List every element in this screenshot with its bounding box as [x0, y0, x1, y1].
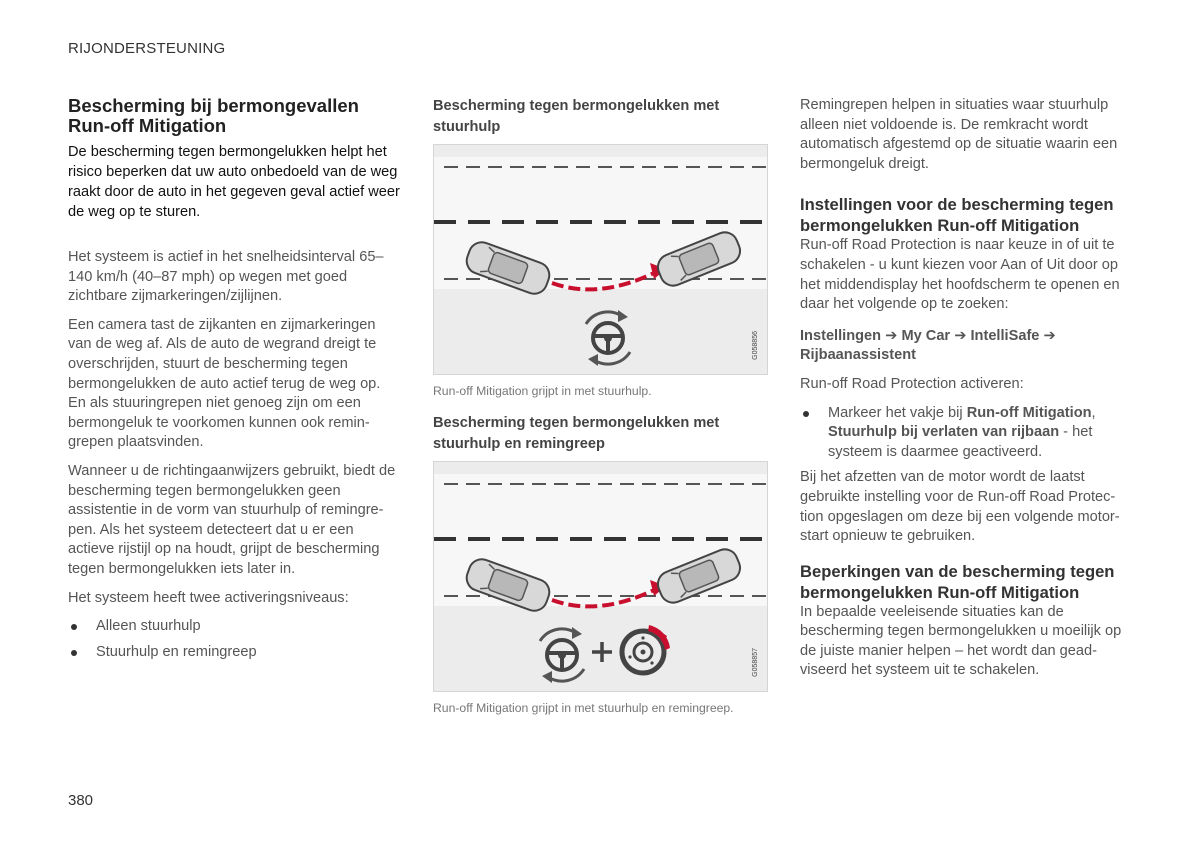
bullet-dot: [803, 411, 809, 417]
figure-1-code: G058856: [752, 331, 759, 360]
path-item-settings: Instellingen: [800, 327, 882, 344]
road-illustration-steering: [434, 145, 767, 374]
paragraph-brake-help: Remingrepen helpen in situaties waar stuurhulp alleen niet voldoende is. De remkracht wordt automatisch afgestemd op de situatie waarin een bermongeluk dreigt.: [800, 97, 1118, 172]
paragraph-levels: Het systeem heeft twee activeringsniveaus:: [68, 589, 349, 606]
paragraph-limitations: In bepaalde veeleisende situaties kan de bescherming tegen bermongelukken u moeilijk op de juiste manier helpen – het wordt dan gead-viseerd het systeem uit te schakelen.: [800, 603, 1122, 679]
list-item: [68, 643, 400, 663]
title-line-1: Bescherming bij bermongevallen: [68, 95, 359, 116]
page-title: [68, 96, 400, 136]
figure-1-caption: Run-off Mitigation grijpt in met stuurhulp.: [433, 384, 652, 398]
road-illustration-steering-braking: [434, 462, 767, 691]
bullet-dot: [71, 624, 77, 630]
path-item-my-car: My Car: [901, 327, 951, 344]
list-item: [800, 404, 1135, 463]
option-run-off-mitigation: Run-off Mitigation: [966, 404, 1092, 421]
title-line-2: Run-off Mitigation: [68, 115, 227, 136]
settings-path: [800, 327, 1135, 366]
list-item: [68, 617, 400, 637]
option-steering-aid: Stuurhulp bij verlaten van rijbaan: [828, 424, 1060, 441]
list-item-text: Stuurhulp en remingreep: [96, 643, 257, 660]
intro-paragraph: De bescherming tegen bermongelukken helpt het risico beperken dat uw auto onbedoeld van de weg raakt door de auto in het gegeven geval actief weer de weg op te sturen.: [68, 144, 400, 220]
bullet-dot: [71, 650, 77, 656]
figure-2-steering-braking: [433, 461, 768, 692]
figure-2-caption: Run-off Mitigation grijpt in met stuurhulp en remingreep.: [433, 701, 734, 715]
path-item-lane-assist: Rijbaanassistent: [800, 347, 916, 364]
paragraph-camera: Een camera tast de zijkanten en zijmarkeringen van de weg af. Als de auto de wegrand dreigt te overschrijden, stuurt de bescherming tegen bermongelukken de auto actief terug de weg op. En als stuuringrepen niet genoeg zijn om een bermongeluk te voorkomen kunnen ook remin-grepen plaatsvinden.: [68, 316, 381, 451]
column-middle: [433, 96, 768, 730]
figure-2-title: Bescherming tegen bermongelukken met stuurhulp en remingreep: [433, 415, 720, 452]
bullet-separator: ,: [1091, 404, 1096, 421]
arrow-right-icon: ➔: [885, 327, 898, 344]
figure-2-code: G058857: [752, 648, 759, 677]
section-label: RIJONDERSTEUNING: [68, 40, 226, 57]
figure-1-title: Bescherming tegen bermongelukken met stuurhulp: [433, 98, 720, 135]
page-number: 380: [68, 792, 94, 809]
figure-1-steering: [433, 144, 768, 375]
paragraph-settings-intro: Run-off Road Protection is naar keuze in of uit te schakelen - u kunt kiezen voor Aan of Uit door op het middendisplay het hoofdscherm te openen en daar het volgende op te zoeken:: [800, 237, 1120, 313]
levels-list: [68, 617, 400, 662]
heading-settings: Instellingen voor de bescherming tegen bermongelukken Run-off Mitigation: [800, 195, 1114, 236]
paragraph-speed-range: Het systeem is actief in het snelheidsinterval 65–140 km/h (40–87 mph) op wegen met goed zichtbare zijmarkeringen/zijlijnen.: [68, 249, 384, 305]
paragraph-memory: Bij het afzetten van de motor wordt de laatst gebruikte instelling voor de Run-off Road Protec-tion opgeslagen om deze bij een volgende motor-start opnieuw te gebruiken.: [800, 469, 1120, 545]
arrow-right-icon: ➔: [1043, 327, 1056, 344]
column-right: [800, 96, 1135, 690]
activate-list: [800, 404, 1135, 463]
bullet-prefix: Markeer het vakje bij: [828, 404, 967, 421]
heading-limitations: Beperkingen van de bescherming tegen bermongelukken Run-off Mitigation: [800, 561, 1115, 602]
paragraph-activate: Run-off Road Protection activeren:: [800, 375, 1024, 392]
bullet-suffix: - het systeem is daarmee geactiveerd.: [828, 424, 1093, 460]
column-left: [68, 96, 400, 668]
arrow-right-icon: ➔: [954, 327, 967, 344]
path-item-intellisafe: IntelliSafe: [970, 327, 1040, 344]
list-item-text: Alleen stuurhulp: [96, 618, 201, 635]
paragraph-indicators: Wanneer u de richtingaanwijzers gebruikt, biedt de bescherming tegen bermongelukken geen assistentie in de vorm van stuurhulp of remingre-pen. Als het systeem detecteert dat u er een actieve rijstijl op na houdt, grijpt de bescherming tegen bermongelukken iets later in.: [68, 462, 396, 577]
